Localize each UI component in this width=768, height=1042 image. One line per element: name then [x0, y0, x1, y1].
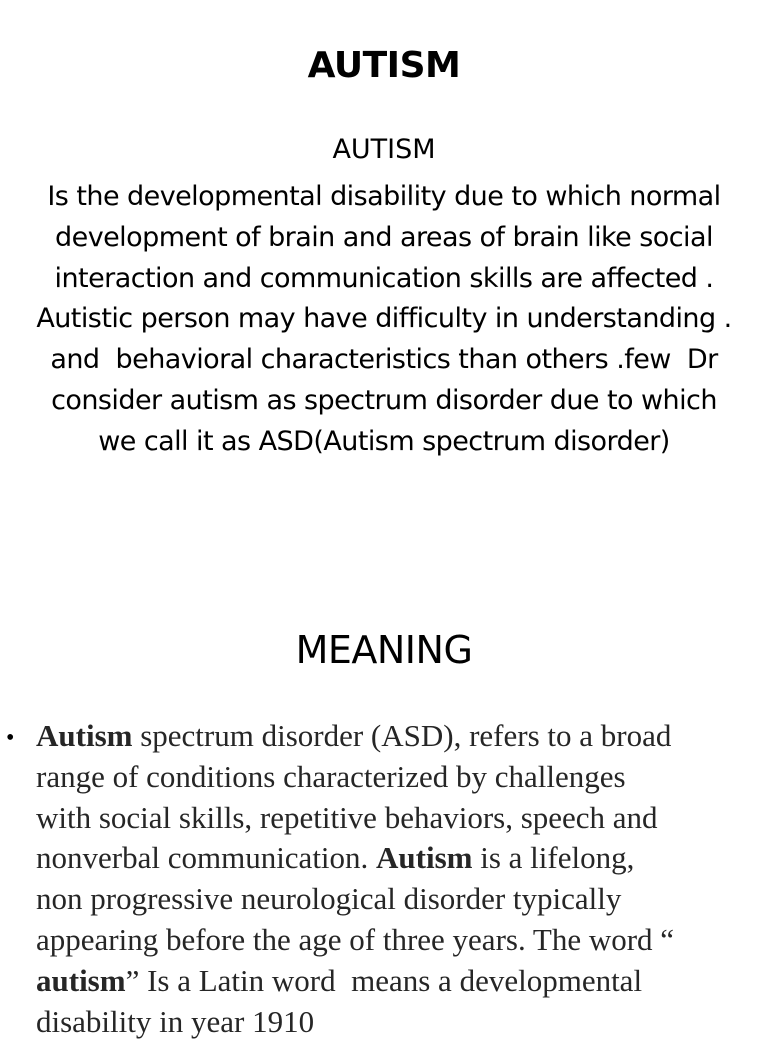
text-run: nonverbal communication. [36, 840, 377, 876]
bullet-icon: • [6, 725, 15, 751]
bullet-text-line [36, 961, 766, 1002]
text-run: spectrum disorder (ASD), refers to a broad [132, 718, 672, 753]
bullet-text-line [36, 920, 766, 961]
text-run: with social skills, repetitive behaviors, speech and [36, 799, 658, 835]
bullet-text-line [36, 757, 766, 798]
text-run: non progressive neurological disorder typically [36, 881, 622, 917]
text-run: is a lifelong, [472, 840, 635, 876]
paragraph-line: and behavioral characteristics than others .few Dr [50, 344, 718, 376]
text-run: appearing before the age of three years. The word “ [36, 921, 675, 957]
paragraph-line: development of brain and areas of brain like social [55, 221, 713, 253]
slide-title: MEANING [295, 628, 473, 672]
paragraph-line: consider autism as spectrum disorder due to which [51, 384, 717, 416]
bullet-text-line [36, 716, 766, 757]
paragraph-line: interaction and communication skills are affected . [54, 262, 714, 294]
bold-term: Autism [376, 840, 473, 876]
text-run: ” Is a Latin word means a developmental [125, 962, 643, 998]
text-run: disability in year 1910 [36, 1003, 315, 1039]
slide-meaning [0, 560, 768, 1039]
bullet-text-line [36, 838, 766, 879]
paragraph-line: Is the developmental disability due to which normal [47, 181, 721, 212]
paragraph-line: Autistic person may have difficulty in understanding . [36, 303, 732, 335]
slide-title: AUTISM [307, 45, 461, 86]
bullet-text-line [36, 798, 766, 839]
paragraph-line: we call it as ASD(Autism spectrum disorder) [98, 425, 670, 457]
slide-subtitle: AUTISM [332, 134, 436, 165]
text-run: range of conditions characterized by challenges [36, 758, 626, 794]
bullet-paragraph [36, 716, 766, 1042]
definition-paragraph [0, 177, 768, 463]
bullet-text-line [36, 1002, 766, 1042]
bullet-text-line [36, 879, 766, 920]
bold-term: autism [36, 962, 126, 998]
bold-term: Autism [36, 718, 133, 753]
